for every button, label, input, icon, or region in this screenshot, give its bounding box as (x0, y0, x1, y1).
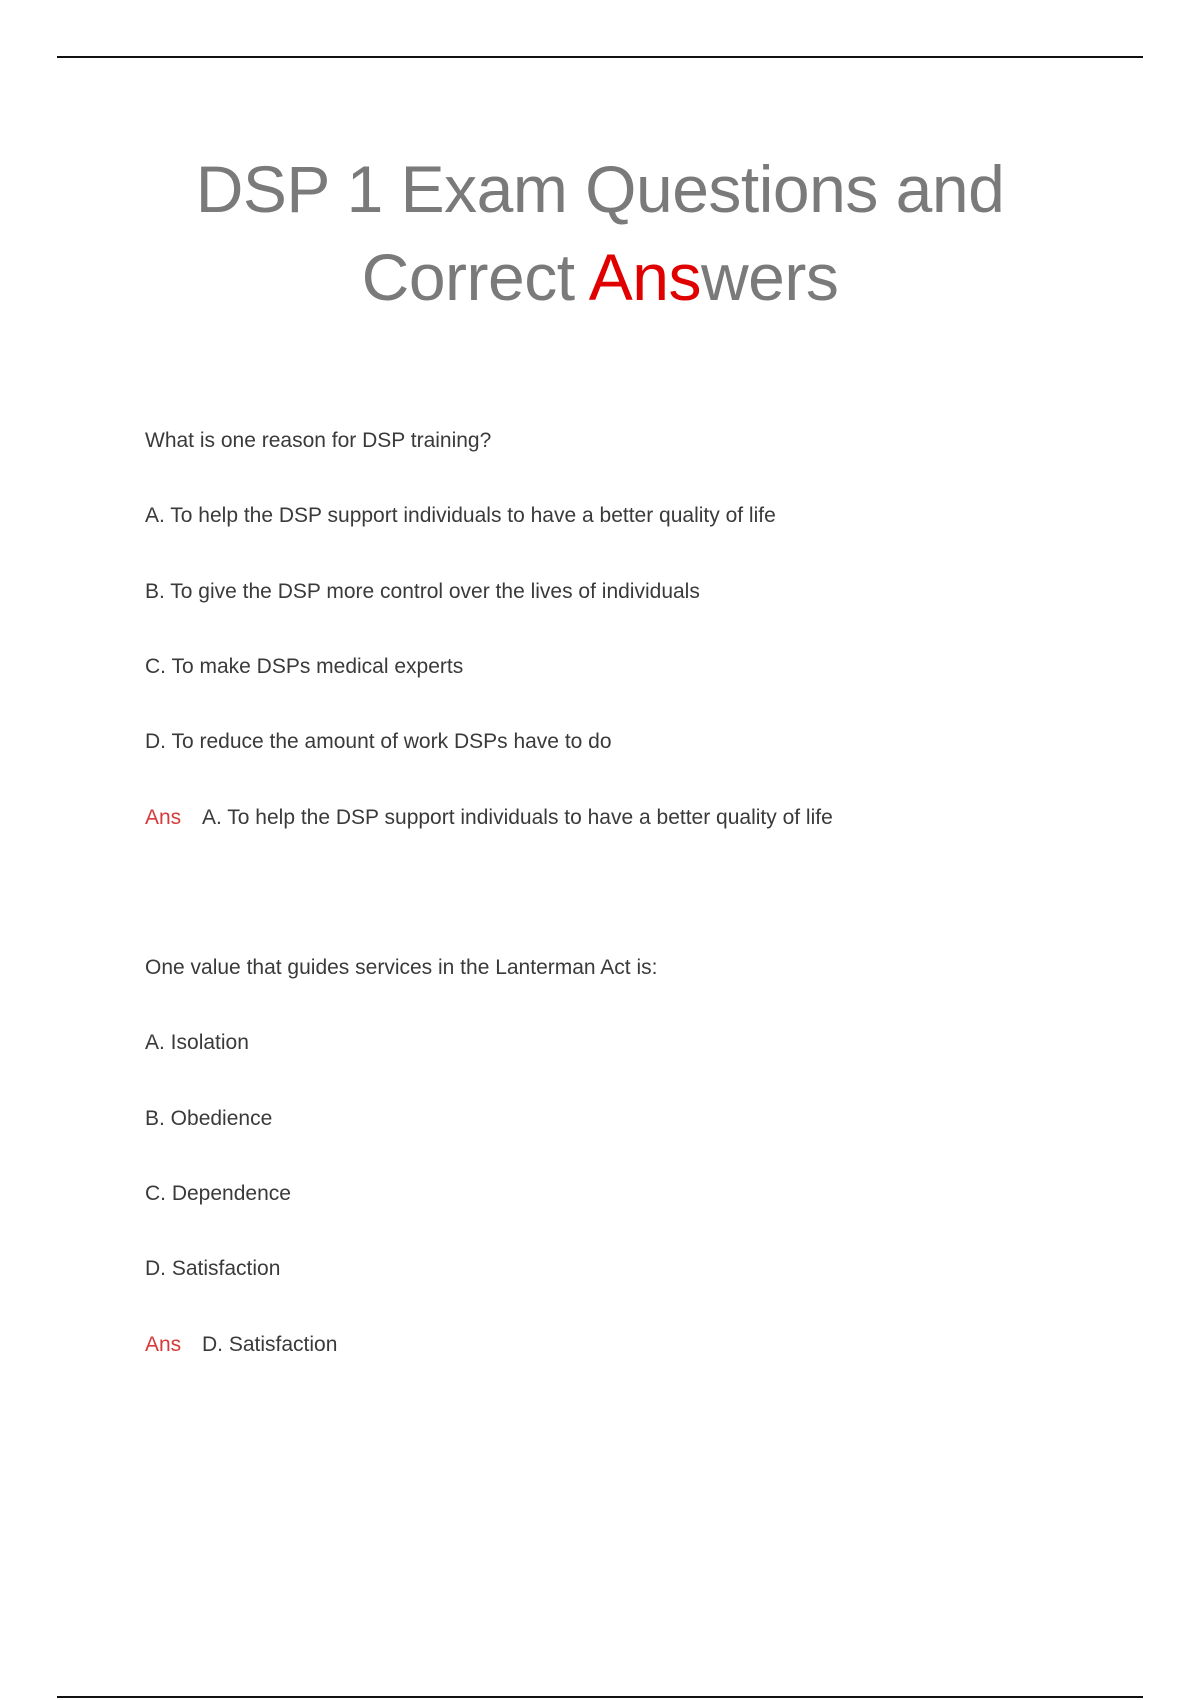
title-line-2-start: Correct (361, 240, 589, 314)
option-c: C. Dependence (145, 1182, 291, 1205)
option-d: D. Satisfaction (145, 1257, 281, 1280)
bottom-rule (57, 1696, 1143, 1698)
option-a: A. Isolation (145, 1031, 249, 1054)
option-a: A. To help the DSP support individuals to have a better quality of life (145, 504, 776, 527)
answer-row (145, 805, 833, 831)
title-line-1: DSP 1 Exam Questions and (195, 152, 1005, 226)
question-text: What is one reason for DSP training? (145, 429, 492, 452)
option-b: B. To give the DSP more control over the lives of individuals (145, 580, 700, 603)
document-title (0, 145, 1200, 321)
option-b: B. Obedience (145, 1107, 273, 1130)
answer-label: Ans (145, 806, 182, 829)
title-accent: Ans (588, 240, 701, 314)
answer-text: D. Satisfaction (202, 1333, 338, 1356)
answer-label: Ans (145, 1333, 182, 1356)
title-line-2 (0, 233, 1200, 321)
top-rule (57, 56, 1143, 58)
title-line-2-end: wers (700, 240, 839, 314)
option-d: D. To reduce the amount of work DSPs have to do (145, 730, 612, 753)
answer-text: A. To help the DSP support individuals to have a better quality of life (202, 806, 833, 829)
option-c: C. To make DSPs medical experts (145, 655, 464, 678)
answer-row (145, 1332, 337, 1358)
question-text: One value that guides services in the Lanterman Act is: (145, 956, 658, 979)
